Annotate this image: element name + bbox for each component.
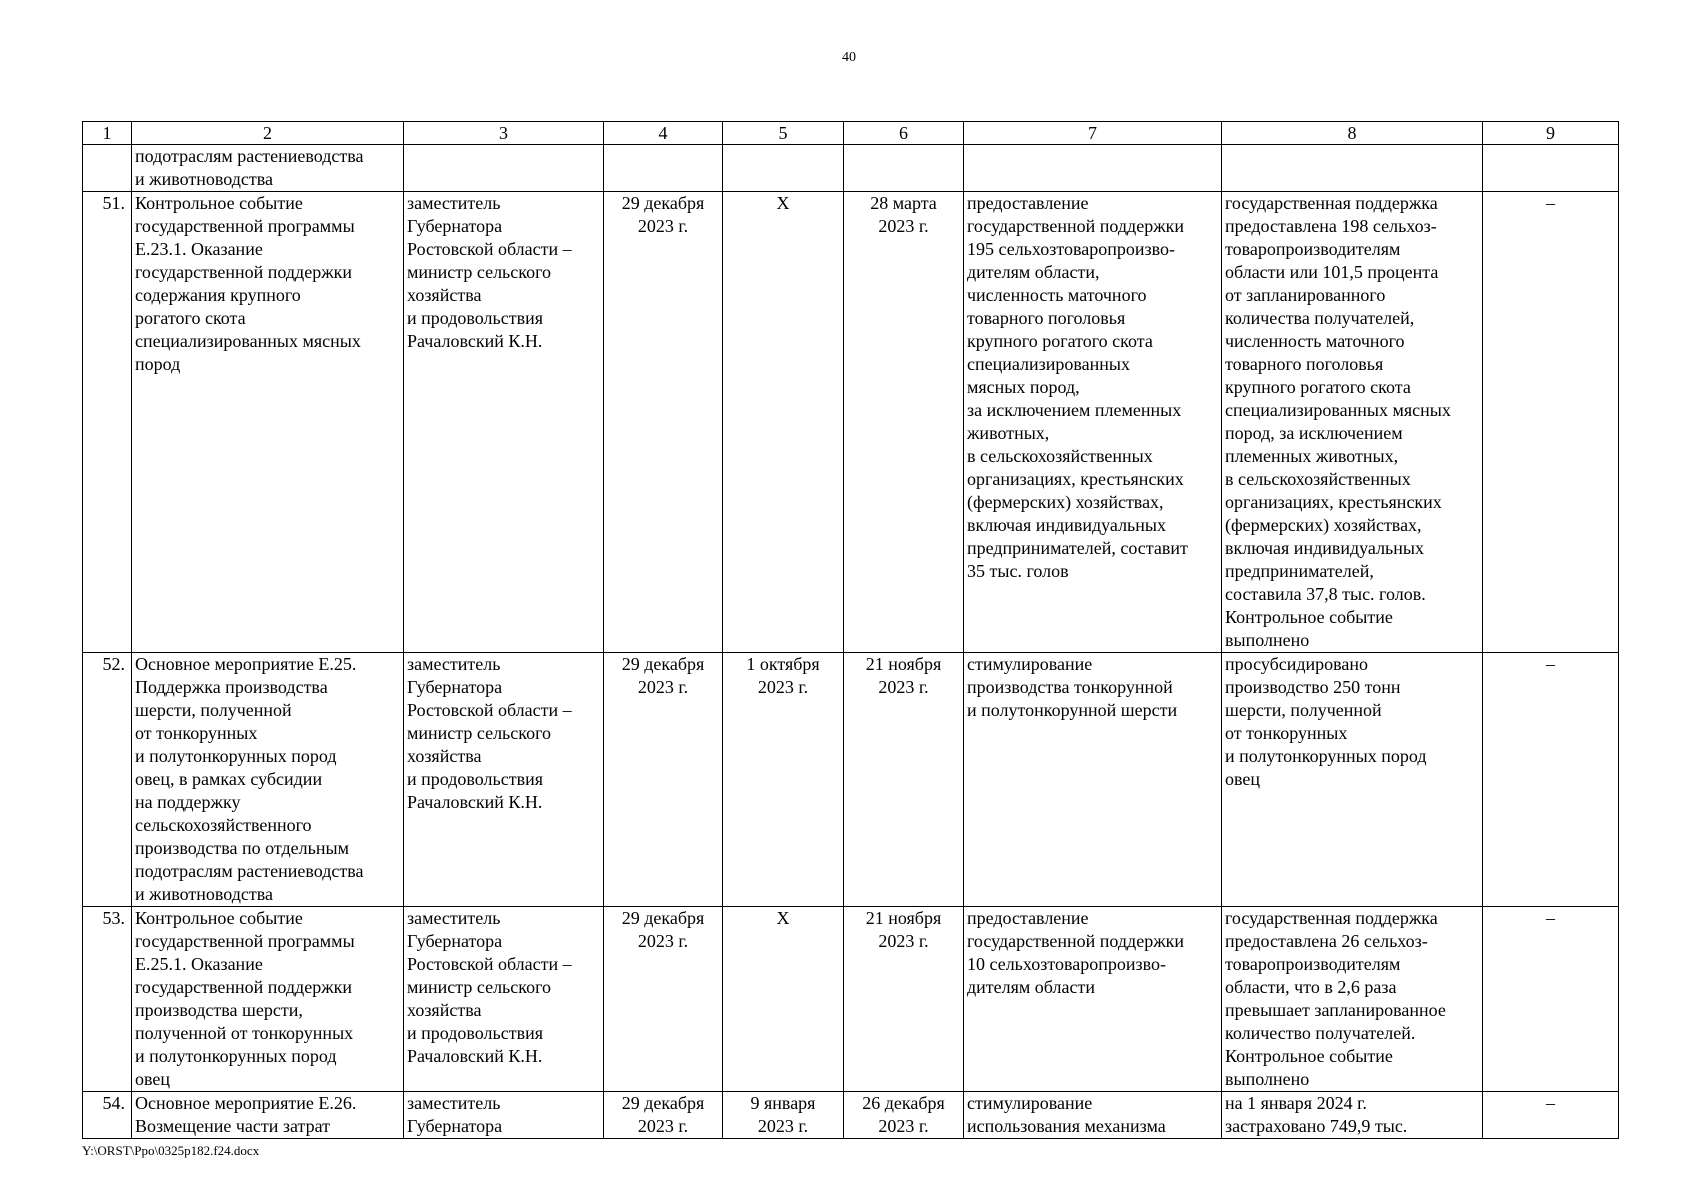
cell-line: Рачаловский К.Н. (407, 792, 543, 812)
cell-line: государственной поддержки (135, 977, 353, 997)
cell-line: заместитель (407, 908, 501, 928)
plan-date-cell (604, 653, 723, 907)
table-row (83, 653, 1619, 907)
cell-line: 2023 г. (637, 931, 689, 951)
cell-line: и животноводства (135, 884, 273, 904)
cell-line: пород (135, 354, 181, 374)
header-cell: 6 (844, 122, 964, 145)
table-row (83, 192, 1619, 653)
cell-line: и продовольствия (407, 1023, 544, 1043)
cell-line: (фермерских) хозяйствах, (967, 492, 1164, 512)
start-date-cell (723, 192, 844, 653)
cell-line: использования механизма (967, 1116, 1166, 1136)
cell-line: на 1 января 2024 г. (1225, 1093, 1367, 1113)
cell-line: от запланированного (1225, 285, 1386, 305)
header-cell: 8 (1222, 122, 1483, 145)
cell-line: крупного рогатого скота (967, 331, 1153, 351)
file-path-footer: Y:\ORST\Ppo\0325p182.f24.docx (82, 1143, 260, 1158)
row-number: 52. (83, 653, 132, 907)
start-date-cell (723, 145, 844, 192)
cell-line: мясных пород, (967, 377, 1080, 397)
cell-line: на поддержку (135, 792, 241, 812)
cell-line: 21 ноября (865, 908, 942, 928)
cell-line: 195 сельхозтоваропроизво- (967, 239, 1175, 259)
planned-result-cell (964, 653, 1222, 907)
cell-line: и продовольствия (407, 308, 544, 328)
responsible-cell (404, 145, 604, 192)
actual-result-cell (1222, 145, 1483, 192)
cell-line: выполнено (1225, 630, 1310, 650)
cell-line: 2023 г. (757, 677, 809, 697)
cell-line: подотраслям растениеводства (135, 146, 364, 166)
cell-line: Контрольное событие (135, 193, 303, 213)
cell-line: государственной поддержки (135, 262, 353, 282)
reason-cell (1483, 145, 1619, 192)
planned-result-cell (964, 192, 1222, 653)
cell-line: 10 сельхозтоваропроизво- (967, 954, 1166, 974)
cell-line: за исключением племенных (967, 400, 1182, 420)
cell-line: и полутонкорунных пород (135, 746, 337, 766)
cell-line: предпринимателей, составит (967, 538, 1188, 558)
cell-line: просубсидировано (1225, 654, 1369, 674)
cell-line: организациях, крестьянских (1225, 492, 1442, 512)
cell-line: 29 декабря (621, 908, 705, 928)
cell-line: 2023 г. (637, 1116, 689, 1136)
cell-line: овец (1225, 769, 1261, 789)
cell-line: племенных животных, (1225, 446, 1399, 466)
cell-line: и полутонкорунной шерсти (967, 700, 1178, 720)
cell-line: превышает запланированное (1225, 1000, 1446, 1020)
actual-date-cell (844, 145, 964, 192)
cell-line: Основное мероприятие Е.25. (135, 654, 357, 674)
start-date-cell (723, 653, 844, 907)
reason-cell: – (1483, 653, 1619, 907)
cell-line: 21 ноября (865, 654, 942, 674)
actual-date-cell (844, 1092, 964, 1139)
cell-line: шерсти, полученной (135, 700, 292, 720)
cell-line: 29 декабря (621, 654, 705, 674)
cell-line: области или 101,5 процента (1225, 262, 1439, 282)
cell-line: и продовольствия (407, 769, 544, 789)
event-name-cell (132, 653, 404, 907)
actual-result-cell (1222, 653, 1483, 907)
cell-line: предоставлена 26 сельхоз- (1225, 931, 1428, 951)
cell-line: заместитель (407, 1093, 501, 1113)
cell-line: заместитель (407, 654, 501, 674)
cell-line: и полутонкорунных пород (1225, 746, 1427, 766)
cell-line: 1 октября (746, 654, 820, 674)
cell-line: овец (135, 1069, 171, 1089)
cell-line: 26 декабря (862, 1093, 945, 1113)
cell-line: Ростовской области – (407, 700, 572, 720)
responsible-cell (404, 1092, 604, 1139)
cell-line: Губернатора (407, 677, 503, 697)
cell-line: животных, (967, 423, 1050, 443)
cell-line: Поддержка производства (135, 677, 328, 697)
cell-line: шерсти, полученной (1225, 700, 1382, 720)
actual-result-cell (1222, 192, 1483, 653)
cell-line: предоставление (967, 193, 1089, 213)
cell-line: Возмещение части затрат (135, 1116, 330, 1136)
start-date-cell (723, 907, 844, 1092)
cell-line: стимулирование (967, 1093, 1093, 1113)
cell-line: предоставление (967, 908, 1089, 928)
responsible-cell (404, 653, 604, 907)
planned-result-cell (964, 907, 1222, 1092)
cell-line: предоставлена 198 сельхоз- (1225, 216, 1437, 236)
cell-line: производства по отдельным (135, 838, 349, 858)
reason-cell: – (1483, 192, 1619, 653)
event-name-cell (132, 907, 404, 1092)
cell-line: хозяйства (407, 1000, 482, 1020)
table-row (83, 145, 1619, 192)
cell-line: в сельскохозяйственных (1225, 469, 1411, 489)
cell-line: выполнено (1225, 1069, 1310, 1089)
cell-line: Губернатора (407, 931, 503, 951)
event-name-cell (132, 145, 404, 192)
cell-line: от тонкорунных (135, 723, 258, 743)
row-number: 54. (83, 1092, 132, 1139)
cell-line: количества получателей, (1225, 308, 1415, 328)
cell-line: 2023 г. (637, 677, 689, 697)
cell-line: министр сельского (407, 262, 552, 282)
cell-line: министр сельского (407, 977, 552, 997)
cell-line: стимулирование (967, 654, 1093, 674)
cell-line: специализированных мясных (1225, 400, 1451, 420)
cell-line: заместитель (407, 193, 501, 213)
reason-cell: – (1483, 1092, 1619, 1139)
cell-line: содержания крупного (135, 285, 301, 305)
cell-line: министр сельского (407, 723, 552, 743)
event-name-cell (132, 1092, 404, 1139)
cell-line: Х (776, 908, 790, 928)
cell-line: рогатого скота (135, 308, 246, 328)
header-cell: 5 (723, 122, 844, 145)
actual-result-cell (1222, 907, 1483, 1092)
cell-line: сельскохозяйственного (135, 815, 312, 835)
cell-line: 28 марта (870, 193, 937, 213)
cell-line: производства шерсти, (135, 1000, 303, 1020)
cell-line: товарного поголовья (1225, 354, 1384, 374)
cell-line: 35 тыс. голов (967, 561, 1069, 581)
cell-line: Рачаловский К.Н. (407, 331, 543, 351)
cell-line: специализированных (967, 354, 1130, 374)
cell-line: 2023 г. (878, 677, 929, 697)
cell-line: государственной программы (135, 216, 355, 236)
cell-line: государственная поддержка (1225, 908, 1438, 928)
planned-result-cell (964, 145, 1222, 192)
row-number (83, 145, 132, 192)
cell-line: товаропроизводителям (1225, 239, 1401, 259)
cell-line: 2023 г. (757, 1116, 809, 1136)
cell-line: дителям области (967, 977, 1095, 997)
cell-line: Ростовской области – (407, 239, 572, 259)
cell-line: организациях, крестьянских (967, 469, 1184, 489)
cell-line: 29 декабря (621, 1093, 705, 1113)
cell-line: овец, в рамках субсидии (135, 769, 323, 789)
table-row (83, 1092, 1619, 1139)
events-table (82, 121, 1619, 1139)
cell-line: Е.25.1. Оказание (135, 954, 263, 974)
cell-line: включая индивидуальных (1225, 538, 1424, 558)
cell-line: дителям области, (967, 262, 1100, 282)
cell-line: государственной поддержки (967, 216, 1185, 236)
cell-line: от тонкорунных (1225, 723, 1348, 743)
cell-line: 2023 г. (637, 216, 689, 236)
plan-date-cell (604, 907, 723, 1092)
cell-line: Губернатора (407, 216, 503, 236)
cell-line: специализированных мясных (135, 331, 361, 351)
header-cell: 2 (132, 122, 404, 145)
row-number: 53. (83, 907, 132, 1092)
plan-date-cell (604, 192, 723, 653)
cell-line: государственной поддержки (967, 931, 1185, 951)
cell-line: предпринимателей, (1225, 561, 1374, 581)
cell-line: области, что в 2,6 раза (1225, 977, 1397, 997)
cell-line: крупного рогатого скота (1225, 377, 1411, 397)
cell-line: численность маточного (1225, 331, 1405, 351)
actual-result-cell (1222, 1092, 1483, 1139)
actual-date-cell (844, 907, 964, 1092)
event-name-cell (132, 192, 404, 653)
cell-line: товаропроизводителям (1225, 954, 1401, 974)
cell-line: государственная поддержка (1225, 193, 1438, 213)
header-cell: 4 (604, 122, 723, 145)
cell-line: товарного поголовья (967, 308, 1126, 328)
cell-line: Губернатора (407, 1116, 503, 1136)
responsible-cell (404, 192, 604, 653)
cell-line: производство 250 тонн (1225, 677, 1401, 697)
table-header-row (83, 122, 1619, 145)
cell-line: Х (776, 193, 790, 213)
header-cell: 9 (1483, 122, 1619, 145)
actual-date-cell (844, 653, 964, 907)
cell-line: государственной программы (135, 931, 355, 951)
cell-line: полученной от тонкорунных (135, 1023, 354, 1043)
cell-line: 2023 г. (878, 931, 929, 951)
actual-date-cell (844, 192, 964, 653)
responsible-cell (404, 907, 604, 1092)
cell-line: составила 37,8 тыс. голов. (1225, 584, 1426, 604)
cell-line: Контрольное событие (135, 908, 303, 928)
cell-line: хозяйства (407, 285, 482, 305)
cell-line: производства тонкорунной (967, 677, 1173, 697)
cell-line: 2023 г. (878, 1116, 929, 1136)
cell-line: хозяйства (407, 746, 482, 766)
row-number: 51. (83, 192, 132, 653)
header-cell: 7 (964, 122, 1222, 145)
plan-date-cell (604, 145, 723, 192)
cell-line: застраховано 749,9 тыс. (1225, 1116, 1408, 1136)
plan-date-cell (604, 1092, 723, 1139)
header-cell: 1 (83, 122, 132, 145)
cell-line: и животноводства (135, 169, 273, 189)
cell-line: подотраслям растениеводства (135, 861, 364, 881)
cell-line: Основное мероприятие Е.26. (135, 1093, 357, 1113)
page-number: 40 (842, 50, 856, 65)
cell-line: пород, за исключением (1225, 423, 1403, 443)
header-cell: 3 (404, 122, 604, 145)
cell-line: включая индивидуальных (967, 515, 1166, 535)
cell-line: Ростовской области – (407, 954, 572, 974)
cell-line: Контрольное событие (1225, 1046, 1393, 1066)
cell-line: в сельскохозяйственных (967, 446, 1153, 466)
table-row (83, 907, 1619, 1092)
cell-line: (фермерских) хозяйствах, (1225, 515, 1422, 535)
cell-line: Контрольное событие (1225, 607, 1393, 627)
cell-line: 29 декабря (621, 193, 705, 213)
cell-line: 9 января (750, 1093, 816, 1113)
cell-line: и полутонкорунных пород (135, 1046, 337, 1066)
cell-line: количество получателей. (1225, 1023, 1416, 1043)
reason-cell: – (1483, 907, 1619, 1092)
cell-line: численность маточного (967, 285, 1147, 305)
cell-line: Е.23.1. Оказание (135, 239, 263, 259)
planned-result-cell (964, 1092, 1222, 1139)
cell-line: Рачаловский К.Н. (407, 1046, 543, 1066)
start-date-cell (723, 1092, 844, 1139)
cell-line: 2023 г. (878, 216, 929, 236)
